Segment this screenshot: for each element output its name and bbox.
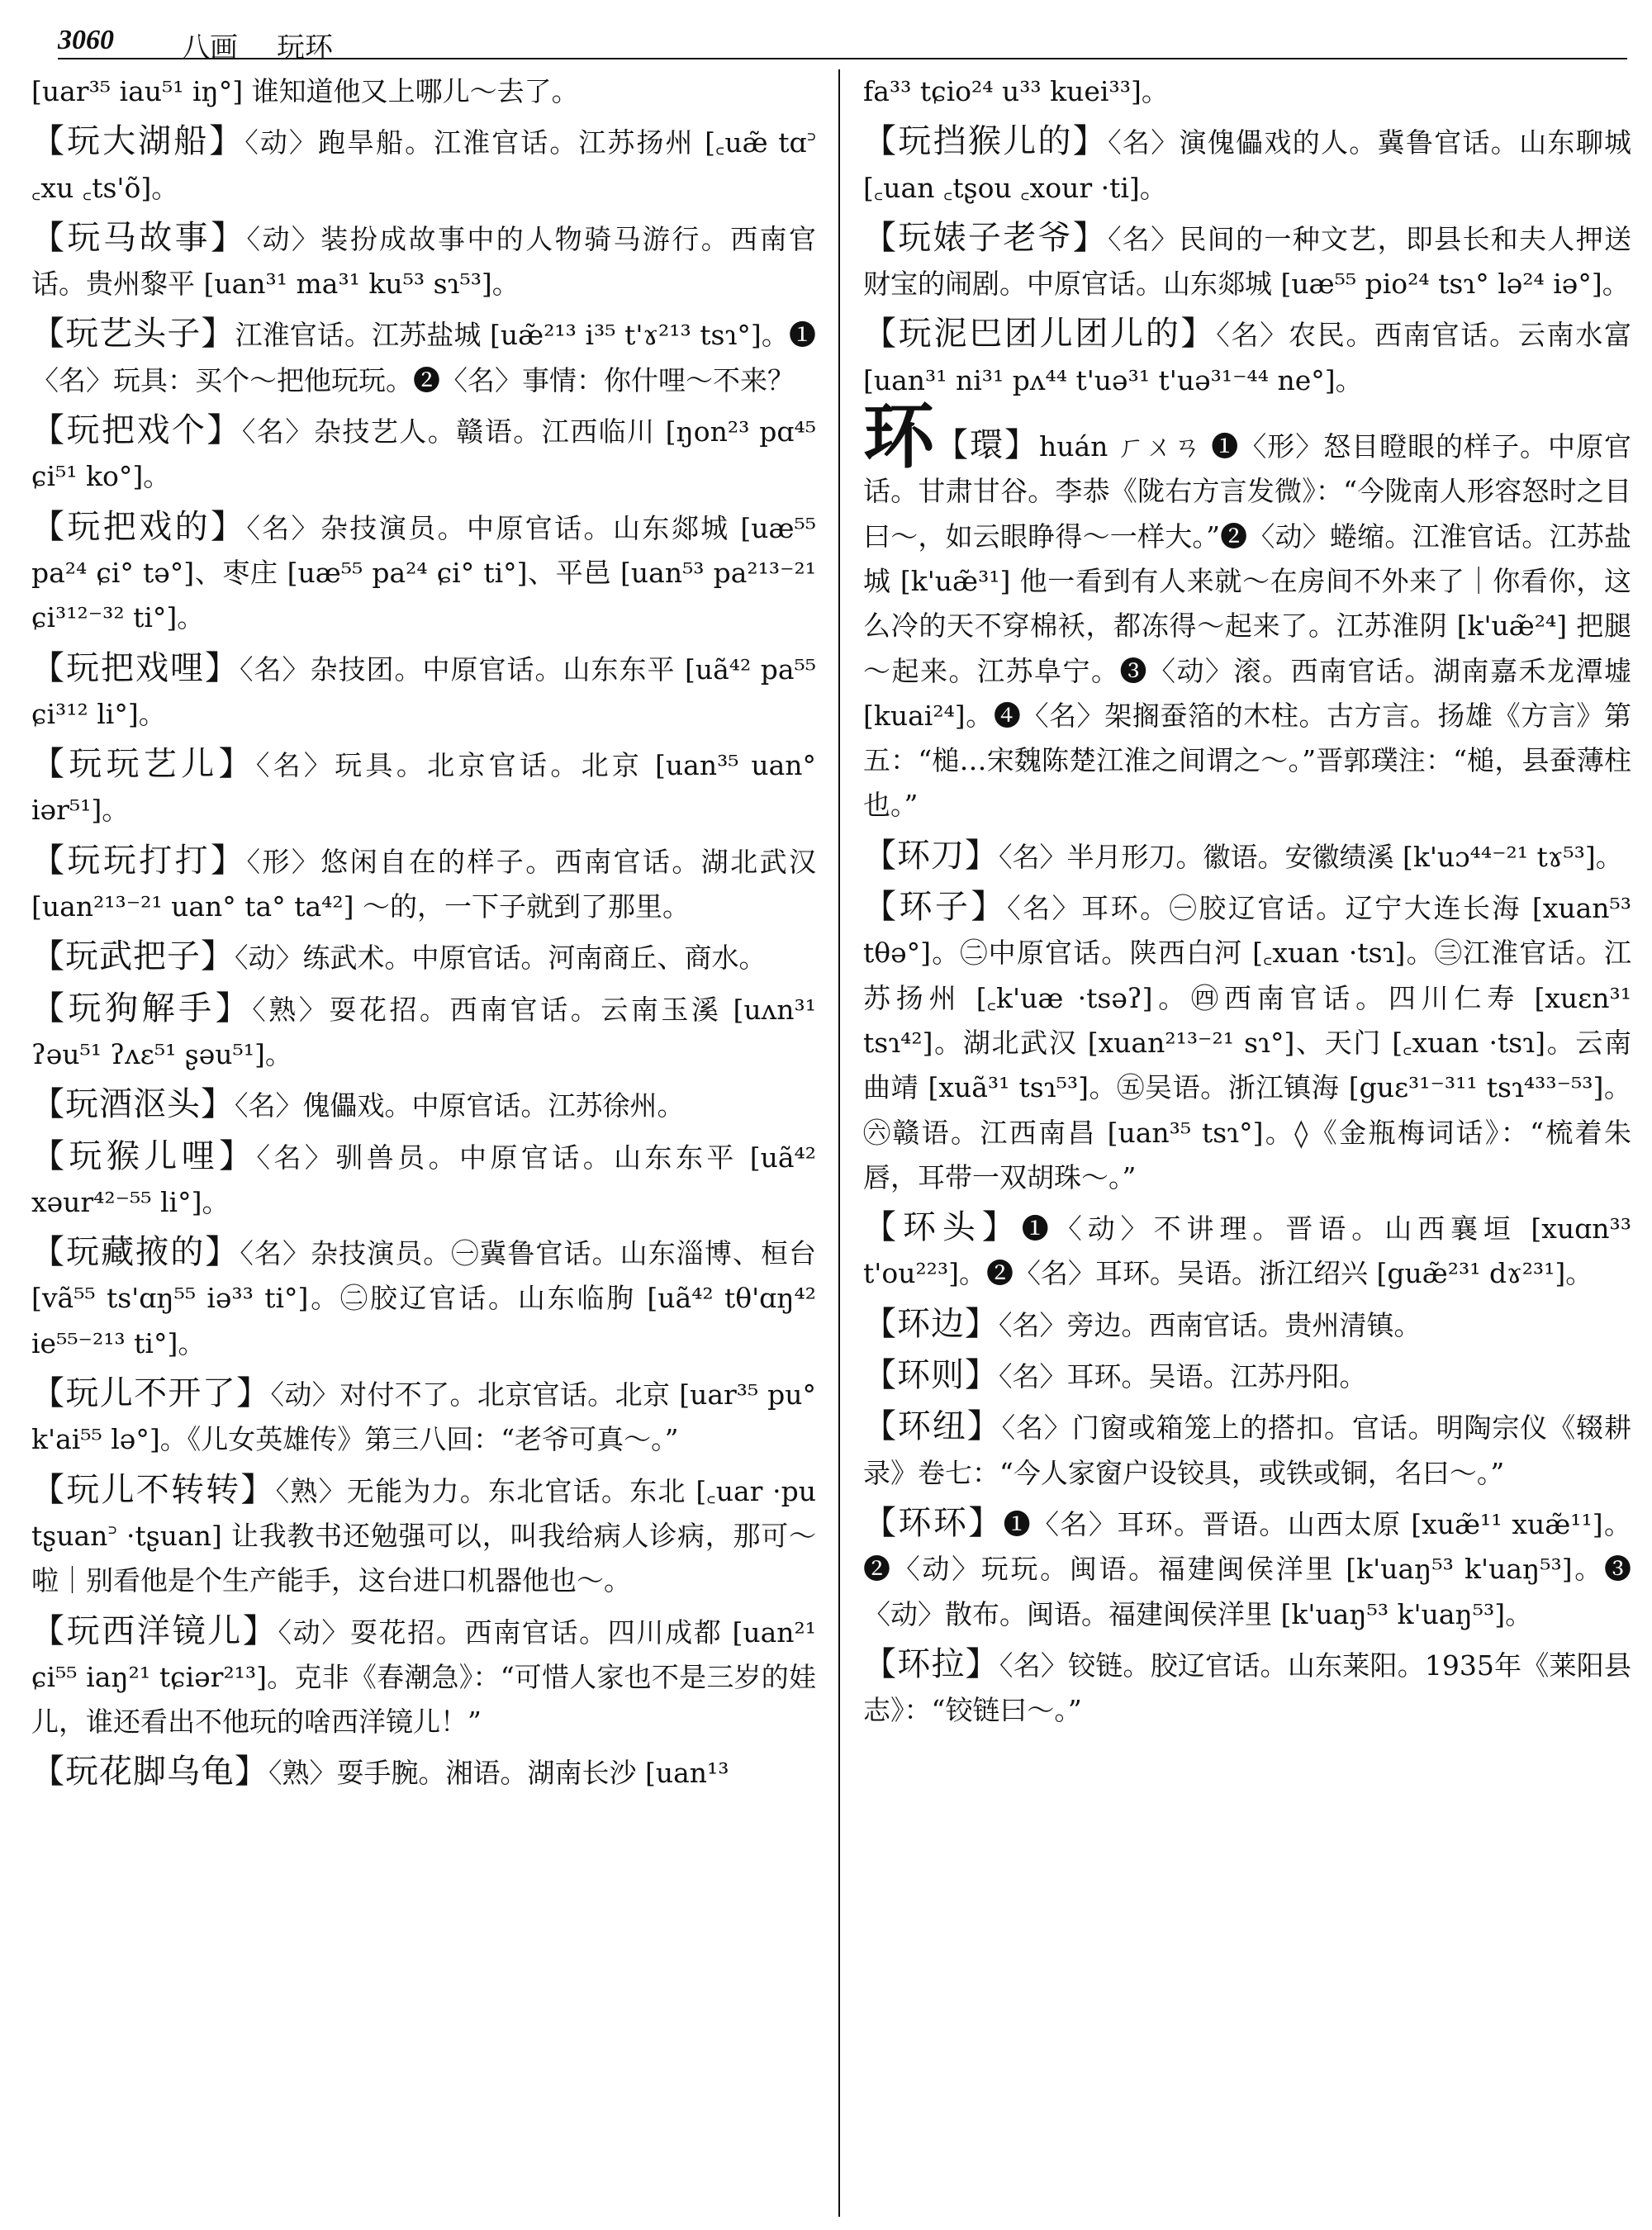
entry-headword: 【玩挡猴儿的】 [863,122,1108,161]
dictionary-entry [31,1134,816,1226]
dictionary-entry [31,986,816,1078]
entry-body: 〈名〉民间的一种文艺，即县长和夫人押送财宝的闹剧。中原官话。山东郯城 [uæ⁵⁵ pio²⁴ tsɿ° lə²⁴ iə°]。 [863,222,1632,301]
dictionary-entry [31,934,816,980]
entry-body: 〈名〉半月形刀。徽语。安徽绩溪 [k'uɔ⁴⁴⁻²¹ tɤ⁵³]。 [999,840,1623,873]
column-divider [838,69,840,2217]
entry-headword: 【玩藏掖的】 [31,1233,240,1272]
dictionary-entry [31,311,816,403]
page-header [58,18,1627,68]
entry-body: 〈名〉农民。西南官话。云南水富 [uan³¹ ni³¹ pʌ⁴⁴ t'uə³¹ t'uə³¹⁻⁴⁴ ne°]。 [863,319,1632,396]
entry-headword: 【环则】 [863,1356,999,1395]
entry-body: 〈名〉演傀儡戏的人。冀鲁官话。山东聊城 [꜀uan ꜀tʂou ꜀xour ·ti]。 [863,126,1632,204]
page-number: 3060 [58,25,114,55]
entry-body: 〈动〉练武术。中原官话。河南商丘、商水。 [235,942,767,975]
entry-continuation: fa³³ tɕio²⁴ u³³ kuei³³]。 [863,75,1169,107]
entry-body: ❶〈动〉不讲理。晋语。山西襄垣 [xuɑn³³ t'ou²²³]。❷〈名〉耳环。吴语。浙江绍兴 [guæ̃²³¹ dɤ²³¹]。 [863,1212,1631,1290]
dictionary-entry [31,1082,816,1128]
entry-headword: 【玩把戏个】 [31,411,242,450]
dictionary-entry [863,1501,1631,1637]
entry-headword: 【玩马故事】 [31,218,247,257]
dictionary-entry [31,119,816,211]
entry-body: 〈动〉跑旱船。江淮官话。江苏扬州 [꜀uæ̃ tɑ꜄ ꜀xu ꜀ts'õ]。 [31,126,816,204]
entry-headword: 【环纽】 [863,1407,1002,1446]
dictionary-entry [31,505,816,641]
dictionary-entry [31,1609,816,1745]
entry-continuation: [uar³⁵ iau⁵¹ iŋ°] 谁知道他又上哪儿～去了。 [31,75,579,107]
entry-body: 〈名〉驯兽员。中原官话。山东东平 [uã⁴² xəur⁴²⁻⁵⁵ li°]。 [31,1141,817,1218]
entry-body: 〈动〉装扮成故事中的人物骑马游行。西南官话。贵州黎平 [uan³¹ ma³¹ ku⁵³ sɿ⁵³]。 [31,222,817,301]
entry-headword: 【玩大湖船】 [31,122,245,161]
dictionary-entry [863,1205,1631,1297]
dictionary-entry [863,885,1631,1200]
left-column [31,69,816,1801]
entry-headword: 【玩酒沤头】 [31,1085,235,1124]
entry-body: 〈名〉旁边。西南官话。贵州清镇。 [999,1308,1422,1341]
entry-headword: 【玩婊子老爷】 [863,218,1108,257]
entry-headword: 【玩玩打打】 [31,841,247,880]
entry-headword: 【玩儿不转转】 [31,1470,276,1509]
dictionary-entry [863,1353,1631,1399]
dictionary-entry [31,216,816,307]
entry-headword: 【玩泥巴团儿团儿的】 [863,315,1217,353]
entry-body: 〈名〉门窗或箱笼上的搭扣。官话。明陶宗仪《辍耕录》卷七：“今人家窗户设铰具，或铁或铜，名曰～。” [863,1412,1632,1489]
entry-body: 〈动〉耍花招。西南官话。四川成都 [uan²¹ ɕi⁵⁵ iaŋ²¹ tɕiər²¹³]。克非《春潮急》：“可惜人家也不是三岁的娃儿，谁还看出不他玩的啥西洋镜儿！” [31,1616,817,1739]
running-head: 玩环 [277,31,333,64]
entry-body: huán ㄏㄨㄢ ❶〈形〉怒目瞪眼的样子。中原官话。甘肃甘谷。李恭《陇右方言发微》：“今陇南人形容怒时之目曰～，如云眼睁得～一样大。”❷〈动〉蜷缩。江淮官话。江苏盐城 [k'uæ̃³¹] 他一看到有人来就～在房间不外来了｜你看你，这么冷的天不穿棉袄，都冻得～起来了。江苏淮阴 [k'uæ̃²⁴] 把腿～起来。江苏阜宁。❸〈动〉滚。西南官话。湖南嘉禾龙潭墟 [kuai²⁴]。❹〈名〉架搁蚕箔的木柱。古方言。扬雄《方言》第五：“槌…宋魏陈楚江淮之间谓之～。”晋郭璞注：“槌，县蚕薄柱也。” [863,430,1632,822]
entry-headword: 【玩猴儿哩】 [31,1136,257,1175]
right-column [863,69,1631,1738]
dictionary-entry [31,646,816,738]
entry-headword: 【玩玩艺儿】 [31,745,256,784]
entry-body: 〈名〉玩具。北京官话。北京 [uan³⁵ uan° iər⁵¹]。 [31,749,816,827]
entry-headword: 【环子】 [863,888,1008,927]
dictionary-entry [31,742,816,833]
entry-body: 〈动〉对付不了。北京官话。北京 [uar³⁵ pu° k'ai⁵⁵ lə°]。《儿女英雄传》第三八回：“老爷可真～。” [31,1378,816,1456]
stroke-section: 八画 [182,31,238,64]
dictionary-entry [31,838,816,930]
entry-character: 环 [863,395,935,479]
entry-body: 〈熟〉无能为力。东北官话。东北 [꜀uar ·pu tʂuan꜄ ·tʂuan] 让我教书还勉强可以，叫我给病人诊病，那可～啦｜别看他是个生产能手，这台进口机器他也～。 [31,1474,817,1597]
dictionary-entry [863,1302,1631,1348]
entry-headword: 【环头】 [863,1208,1022,1247]
entry-headword: 【环环】 [863,1503,1004,1542]
dictionary-entry [31,1230,816,1366]
entry-body: 〈形〉悠闲自在的样子。西南官话。湖北武汉 [uan²¹³⁻²¹ uan° ta° ta⁴²] ～的，一下子就到了那里。 [31,845,817,923]
entry-headword: 【环刀】 [863,836,999,875]
entry-body: 〈名〉耳环。吴语。江苏丹阳。 [999,1360,1367,1393]
entry-body: 〈名〉傀儡戏。中原官话。江苏徐州。 [235,1089,685,1122]
header-rule [58,58,1627,59]
traditional-form: 【環】 [934,426,1039,465]
entry-headword: 【玩西洋镜儿】 [31,1611,278,1650]
dictionary-entry [31,1468,816,1604]
entry-headword: 【玩艺头子】 [31,315,235,353]
entry-body: 〈名〉杂技演员。㊀冀鲁官话。山东淄博、桓台 [vã⁵⁵ ts'ɑŋ⁵⁵ iə³³ ti°]。㊁胶辽官话。山东临朐 [uã⁴² tθ'ɑŋ⁴² ie⁵⁵⁻²¹³ ti°]。 [31,1237,817,1359]
dictionary-entry [863,216,1631,307]
entry-body: 江淮官话。江苏盐城 [uæ̃²¹³ i³⁵ t'ɤ²¹³ tsɿ°]。❶〈名〉玩具：买个～把他玩玩。❷〈名〉事情：你什哩～不来？ [31,319,816,396]
dictionary-entry [31,1749,816,1796]
entry-body: 〈名〉杂技演员。中原官话。山东郯城 [uæ⁵⁵ pa²⁴ ɕi° tə°]、枣庄 [uæ⁵⁵ pa²⁴ ɕi° ti°]、平邑 [uan⁵³ pa²¹³⁻²¹ ɕi³¹²⁻³² ti°]。 [31,511,817,634]
entry-headword: 【环拉】 [863,1644,999,1683]
entry-body: 〈名〉耳环。㊀胶辽官话。辽宁大连长海 [xuan⁵³ tθə°]。㊁中原官话。陕西白河 [꜀xuan ·tsɿ]。㊂江淮官话。江苏扬州 [꜀k'uæ ·tsəʔ]。㊃西南官话。四川仁寿 [xuɛn³¹ tsɿ⁴²]。湖北武汉 [xuan²¹³⁻²¹ sɿ°]、天门 [꜀xuan ·tsɿ]。云南曲靖 [xuã³¹ tsɿ⁵³]。㊄吴语。浙江镇海 [guɛ³¹⁻³¹¹ tsɿ⁴³³⁻⁵³]。㊅赣语。江西南昌 [uan³⁵ tsɿ°]。◊《金瓶梅词话》：“梳着朱唇，耳带一双胡珠～。” [863,892,1632,1193]
dictionary-entry [863,1404,1631,1496]
dictionary-entry [31,408,816,500]
entry-headword: 【玩把戏的】 [31,507,247,546]
dictionary-entry [863,1642,1631,1734]
entry-body: ❶〈名〉耳环。晋语。山西太原 [xuæ̃¹¹ xuæ̃¹¹]。❷〈动〉玩玩。闽语。福建闽侯洋里 [k'uaŋ⁵³ k'uaŋ⁵³]。❸〈动〉散布。闽语。福建闽侯洋里 [k'uaŋ⁵³ k'uaŋ⁵³]。 [863,1507,1631,1630]
entry-headword: 【玩儿不开了】 [31,1374,271,1413]
character-entry [863,395,1632,828]
dictionary-entry [863,311,1631,403]
entry-headword: 【玩狗解手】 [31,989,253,1027]
entry-body: 〈名〉杂技团。中原官话。山东东平 [uã⁴² pa⁵⁵ ɕi³¹² li°]。 [31,652,816,730]
entry-headword: 【玩花脚乌龟】 [31,1753,268,1791]
entry-body: 〈名〉杂技艺人。赣语。江西临川 [ŋon²³ pɑ⁴⁵ ɕi⁵¹ ko°]。 [31,415,816,493]
dictionary-entry [863,833,1631,880]
dictionary-entry [863,119,1631,211]
entry-body: 〈熟〉耍手腕。湘语。湖南长沙 [uan¹³ [268,1757,729,1790]
entry-headword: 【环边】 [863,1304,999,1343]
entry-body: 〈熟〉耍花招。西南官话。云南玉溪 [uʌn³¹ ʔəu⁵¹ ʔʌɛ⁵¹ ʂəu⁵¹]。 [31,993,816,1070]
dictionary-entry [31,1371,816,1463]
entry-headword: 【玩把戏哩】 [31,648,240,687]
entry-body: 〈名〉铰链。胶辽官话。山东莱阳。1935年《莱阳县志》：“铰链曰～。” [863,1649,1632,1727]
entry-headword: 【玩武把子】 [31,937,235,976]
